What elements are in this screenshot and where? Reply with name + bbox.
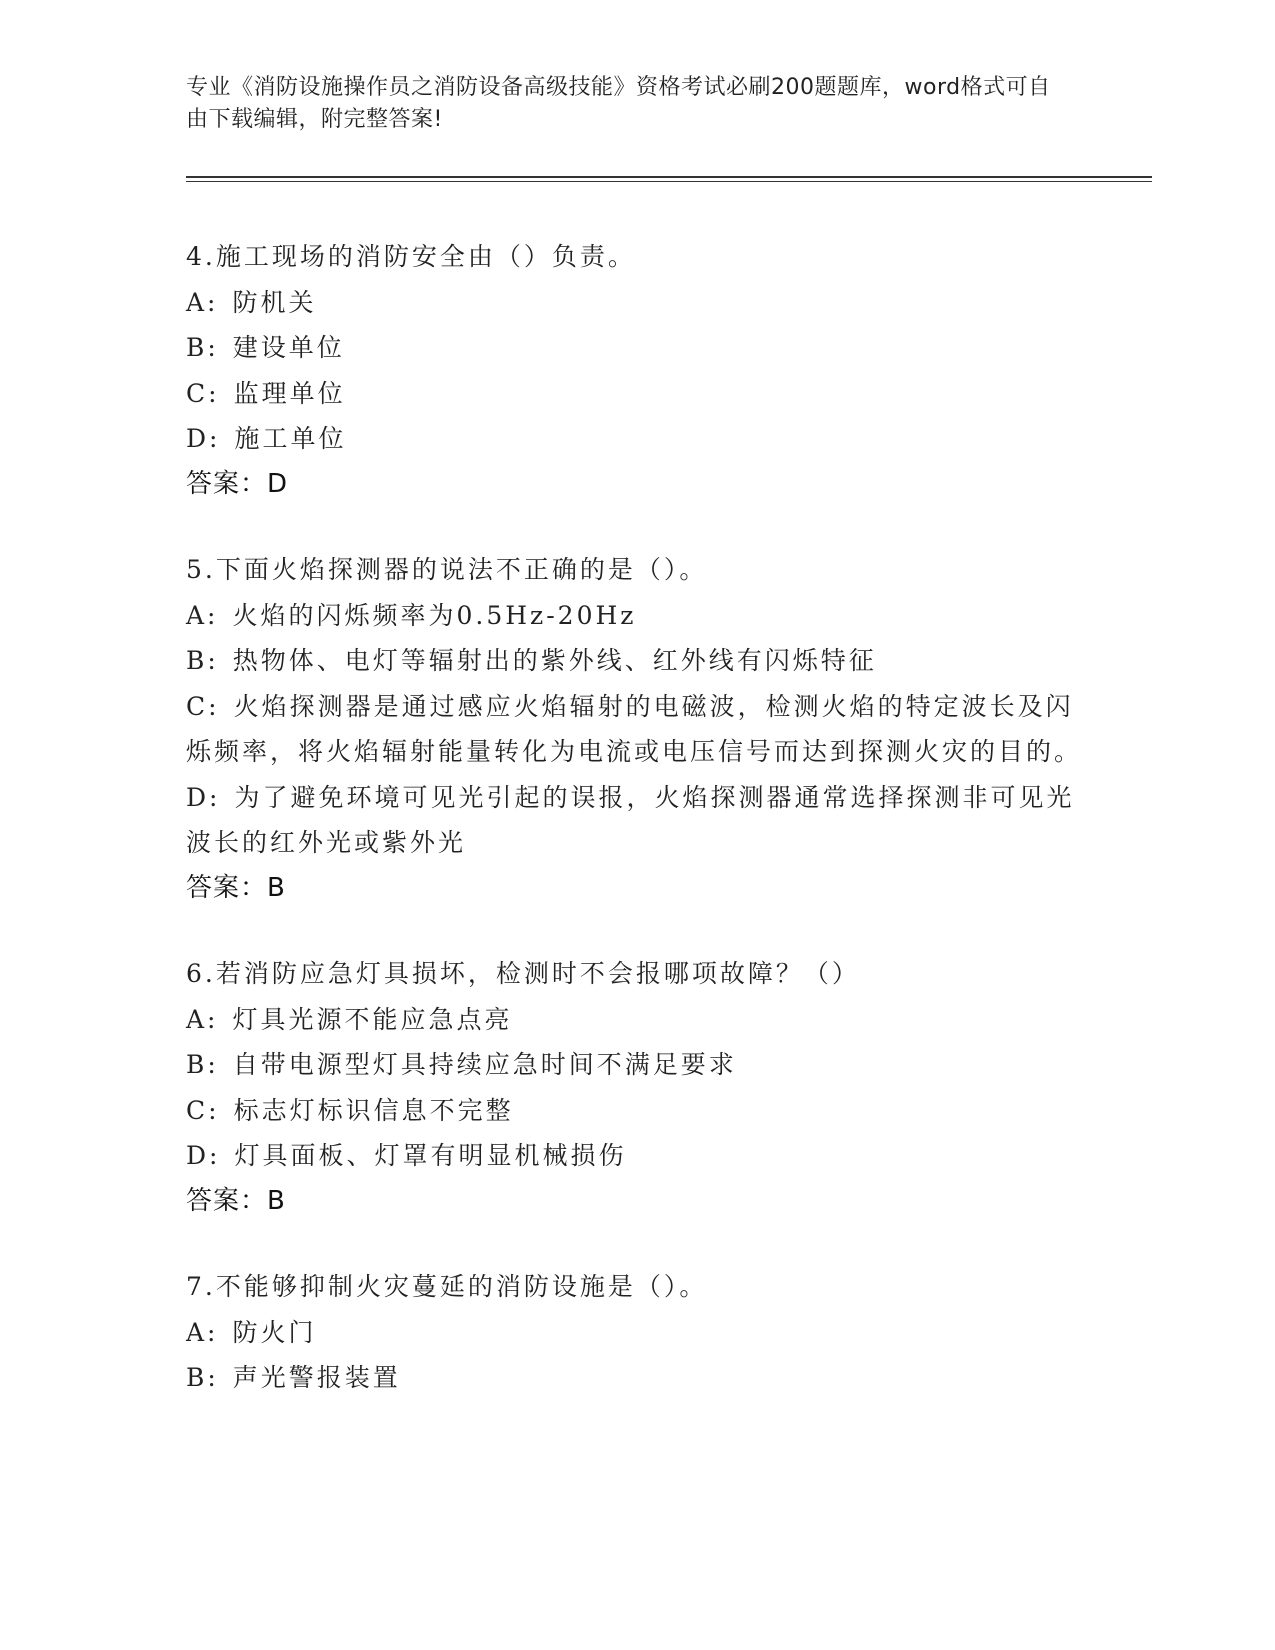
option-a: [186, 280, 1086, 326]
option-text: 施工单位: [234, 424, 347, 453]
option-b: [186, 1355, 1086, 1401]
option-text: 防火门: [232, 1317, 317, 1347]
option-letter: A:: [186, 1004, 219, 1034]
option-text: 灯具面板、灯罩有明显机械损伤: [234, 1141, 627, 1170]
option-b: [186, 325, 1086, 371]
option-letter: B:: [186, 333, 219, 362]
option-letter: B:: [186, 1050, 219, 1079]
option-letter: A:: [186, 1317, 219, 1347]
option-a: [186, 1310, 1086, 1356]
option-letter: A:: [186, 287, 219, 317]
option-text: 灯具光源不能应急点亮: [232, 1004, 513, 1034]
question-stem: 5.下面火焰探测器的说法不正确的是（）。: [186, 555, 708, 584]
option-letter: D:: [186, 1141, 221, 1170]
option-letter: A:: [186, 600, 219, 630]
option-a: [186, 997, 1086, 1043]
option-d: [186, 416, 1086, 462]
option-text: 火焰探测器是通过感应火焰辐射的电磁波，检测火焰的特定波长及闪烁频率，将火焰辐射能量转化为电流或电压信号而达到探测火灾的目的。: [186, 691, 1083, 766]
question-7: [186, 1264, 1086, 1401]
option-d: [186, 775, 1086, 866]
option-letter: C:: [186, 691, 220, 721]
header-rule-thin: [186, 181, 1152, 182]
question-4: [186, 234, 1086, 507]
document-header: 专业《消防设施操作员之消防设备高级技能》资格考试必刷200题题库，word格式可自由下载编辑，附完整答案!: [186, 75, 1051, 132]
option-b: [186, 1042, 1086, 1088]
option-letter: C:: [186, 1095, 220, 1125]
answer-line: 答案：B: [186, 872, 286, 903]
question-list: [186, 234, 1086, 1441]
option-letter: B:: [186, 646, 219, 675]
question-stem: 4.施工现场的消防安全由（）负责。: [186, 242, 636, 271]
option-text: 标志灯标识信息不完整: [233, 1095, 514, 1125]
option-text: 建设单位: [232, 333, 345, 362]
option-letter: D:: [186, 782, 221, 812]
option-text: 热物体、电灯等辐射出的紫外线、红外线有闪烁特征: [232, 646, 877, 675]
option-letter: B:: [186, 1363, 219, 1392]
option-c: [186, 371, 1086, 417]
option-text: 自带电源型灯具持续应急时间不满足要求: [232, 1050, 737, 1079]
question-6: [186, 951, 1086, 1224]
option-a: [186, 593, 1086, 639]
option-text: 防机关: [232, 287, 317, 317]
option-text: 为了避免环境可见光引起的误报，火焰探测器通常选择探测非可见光波长的红外光或紫外光: [186, 782, 1075, 857]
header-rule-thick: [186, 176, 1152, 178]
option-d: [186, 1133, 1086, 1179]
option-letter: C:: [186, 378, 220, 408]
question-5: [186, 547, 1086, 911]
option-text: 声光警报装置: [232, 1363, 401, 1392]
option-c: [186, 684, 1086, 775]
option-letter: D:: [186, 424, 221, 453]
answer-line: 答案：D: [186, 468, 289, 499]
answer-line: 答案：B: [186, 1185, 286, 1216]
option-text: 监理单位: [233, 378, 346, 408]
option-c: [186, 1088, 1086, 1134]
option-b: [186, 638, 1086, 684]
question-stem: 7.不能够抑制火灾蔓延的消防设施是（）。: [186, 1272, 708, 1301]
option-text: 火焰的闪烁频率为0.5Hz-20Hz: [232, 600, 637, 630]
question-stem: 6.若消防应急灯具损坏，检测时不会报哪项故障？（）: [186, 959, 860, 988]
